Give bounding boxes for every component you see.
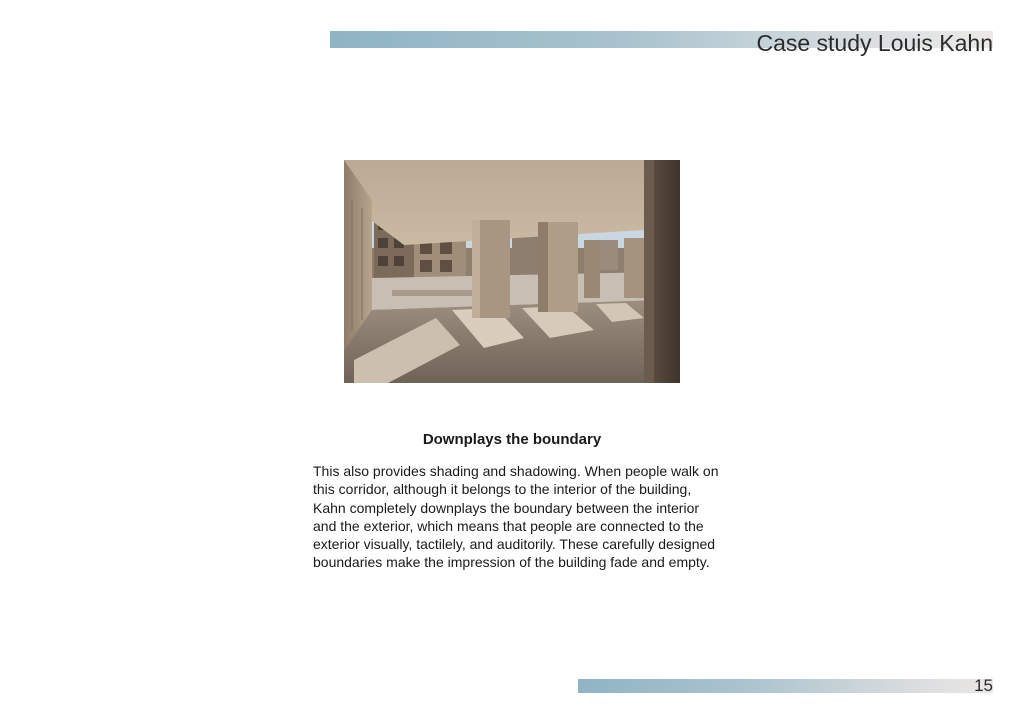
footer-accent-bar <box>578 679 993 693</box>
corridor-photo <box>344 160 680 383</box>
page-title: Case study Louis Kahn <box>756 30 993 56</box>
section-heading: Downplays the boundary <box>422 431 602 448</box>
body-paragraph: This also provides shading and shadowing. When people walk on this corridor, although it belongs to the interior of the building, Kahn completely downplays the boundary between the interior and the exterior, which means that people are connected to the exterior visually, tactilely, and auditorily. These carefully designed boundaries make the impression of the building fade and empty. <box>313 463 719 571</box>
page-number: 15 <box>974 676 993 695</box>
